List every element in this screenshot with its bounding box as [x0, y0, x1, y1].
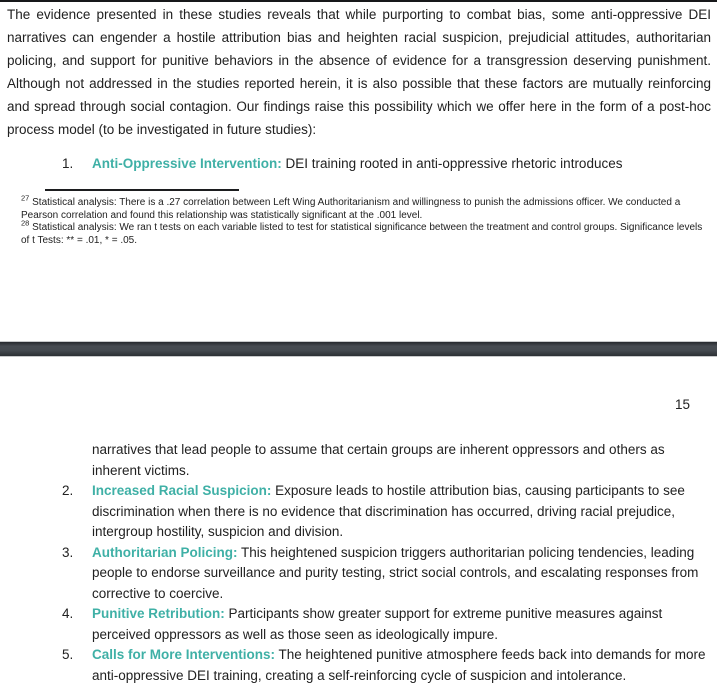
process-model-list	[0, 440, 717, 686]
list-item-label: Increased Racial Suspicion:	[92, 483, 272, 498]
list-item-text: DEI training rooted in anti-oppressive rhetoric introduces	[285, 156, 623, 171]
footnote-27	[21, 193, 713, 222]
footnote-text: Statistical analysis: We ran t tests on each variable listed to test for statistical significance between the treatment and control groups. Significance levels of t Tests: ** = .01, * = .05.	[21, 222, 703, 246]
list-item-text: Exposure leads to hostile attribution bias, causing participants to see discrimination when there is no evidence that discrimination has occurred, driving racial prejudice, intergroup hostility, suspicion and division.	[92, 483, 685, 539]
list-item-label: Punitive Retribution:	[92, 606, 225, 621]
list-item-label: Calls for More Interventions:	[92, 647, 276, 662]
footnotes	[21, 193, 713, 247]
footnote-marker: 27	[21, 193, 30, 203]
top-rule	[0, 0, 717, 2]
list-item-1	[62, 153, 712, 174]
list-number: 5.	[62, 647, 74, 662]
footnote-text: Statistical analysis: There is a .27 correlation between Left Wing Authoritarianism and willingness to punish the admissions officer. We conducted a Pearson correlation and found this relationship was statistically significant at the .001 level.	[21, 197, 681, 221]
list-item-label: Authoritarian Policing:	[92, 544, 238, 560]
footnote-marker: 28	[21, 218, 30, 228]
page-number: 15	[674, 397, 690, 412]
list-number: 2.	[62, 483, 74, 498]
list-item-4	[62, 604, 711, 645]
list-item-text: This heightened suspicion triggers authoritarian policing tendencies, leading people to endorse surveillance and purity testing, strict social controls, and escalating responses from corrective to coercive.	[92, 544, 699, 601]
footnote-28	[21, 218, 713, 247]
list-item-1-continuation: narratives that lead people to assume that certain groups are inherent oppressors and others as inherent victims.	[92, 442, 665, 478]
list-number: 3.	[62, 544, 74, 560]
list-item-5	[62, 645, 711, 686]
body-paragraph: The evidence presented in these studies reveals that while purporting to combat bias, some anti-oppressive DEI narratives can engender a hostile attribution bias and heighten racial suspicion, prejudicial attitudes, authoritarian policing, and support for punitive behaviors in the absence of evidence for a transgression deserving punishment. Although not addressed in the studies reported herein, it is also possible that these factors are mutually reinforcing and spread through social contagion. Our findings raise this possibility which we offer here in the form of a post-hoc process model (to be investigated in future studies):	[7, 7, 711, 137]
list-number: 1.	[62, 156, 74, 171]
footnote-separator	[45, 189, 239, 191]
list-item-text: Participants show greater support for extreme punitive measures against perceived oppressors as well as those seen as ideologically impure.	[92, 606, 663, 642]
list-item-text: The heightened punitive atmosphere feeds back into demands for more anti-oppressive DEI training, creating a self-reinforcing cycle of suspicion and intolerance.	[92, 647, 706, 683]
page-separator-bar	[0, 339, 717, 358]
list-item-label: Anti-Oppressive Intervention:	[92, 156, 282, 171]
list-number: 4.	[62, 606, 74, 621]
page-separator-bar-fill	[0, 341, 717, 357]
list-item-2	[62, 481, 711, 543]
list-item-3	[62, 543, 711, 605]
